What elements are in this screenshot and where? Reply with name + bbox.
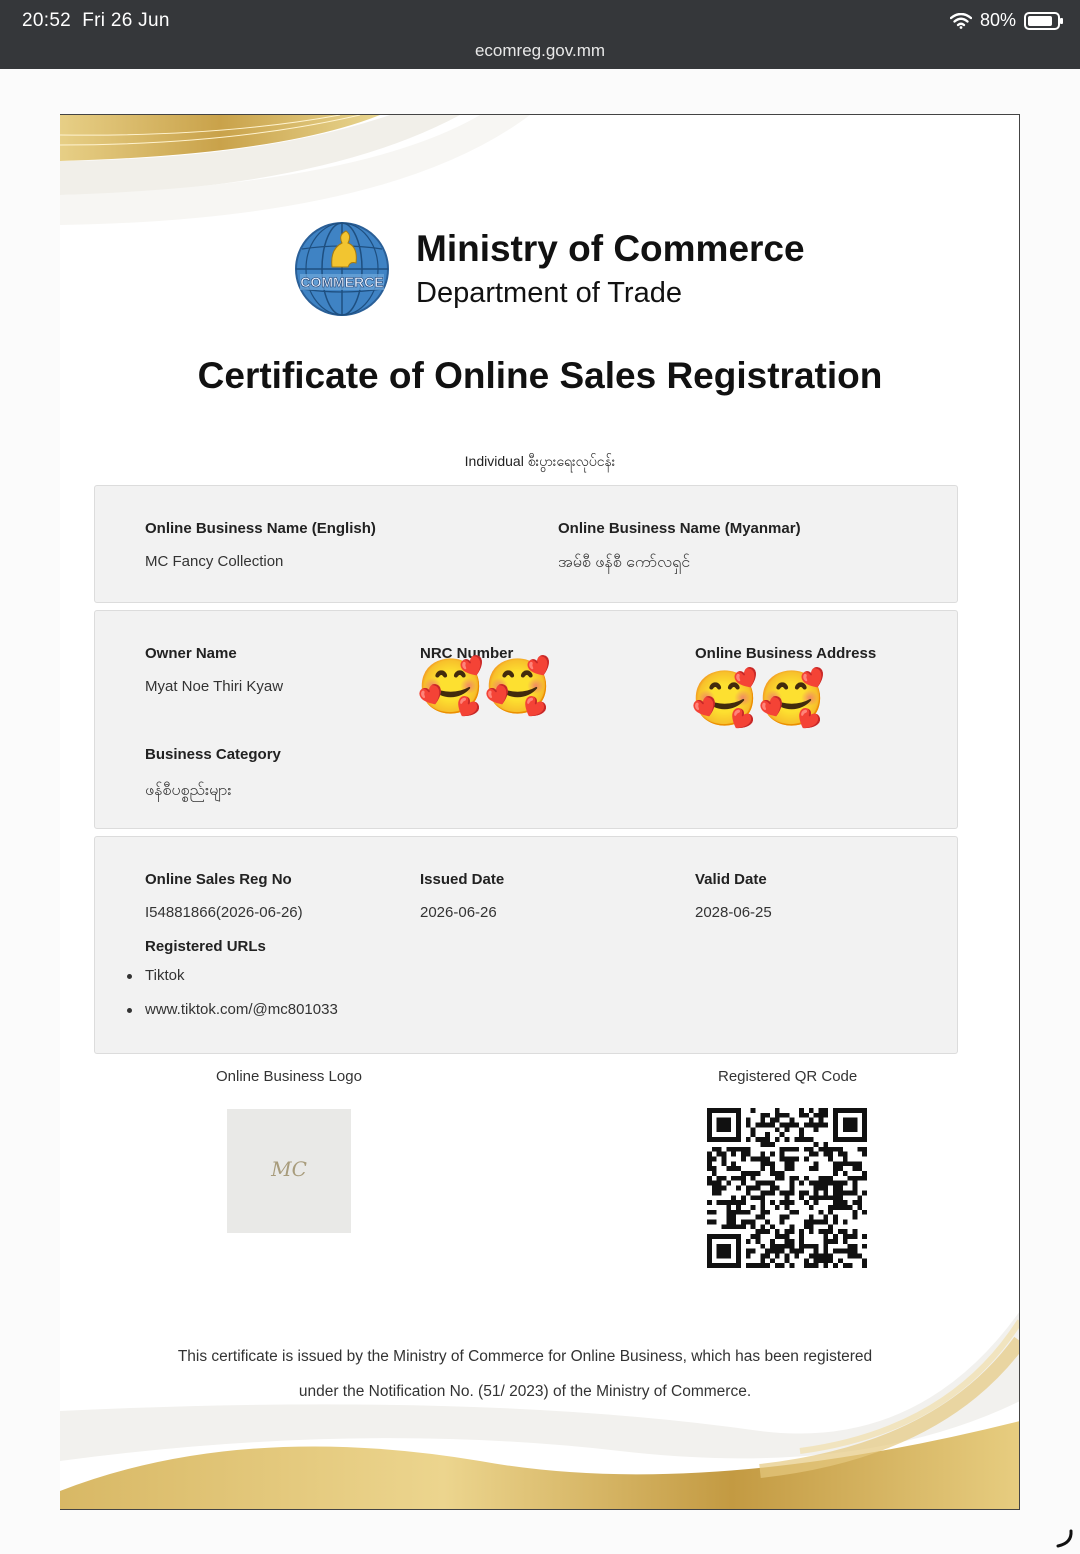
certificate [60,114,1020,1510]
business-address-label: Online Business Address [695,645,877,662]
nrc-label: NRC Number [420,645,514,662]
business-name-mm: အမ်စီ ဖန်စီ ကော်လရှင် [558,554,691,571]
loading-spinner-icon [1054,1528,1074,1548]
business-logo-image [227,1109,351,1233]
business-category: ဖန်စီပစ္စည်းများ [145,782,232,799]
battery-icon [1024,12,1060,30]
business-name-panel [94,485,958,603]
business-name-en: MC Fancy Collection [145,553,284,570]
top-gold-wave-decoration [60,115,1020,245]
business-logo-label: Online Business Logo [216,1068,362,1085]
status-time [22,10,170,32]
business-category-label: Business Category [145,746,281,763]
owner-panel [94,610,958,829]
issued-date: 2026-06-26 [420,904,497,921]
department-name: Department of Trade [416,277,682,309]
business-name-en-label: Online Business Name (English) [145,520,376,537]
business-name-mm-label: Online Business Name (Myanmar) [558,520,801,537]
issued-date-label: Issued Date [420,871,505,888]
commerce-globe-logo [294,221,390,317]
business-logo-text: MC [271,1157,307,1181]
smiling-hearts-emoji: 🥰🥰 [417,657,552,717]
bottom-gold-wave-decoration [60,1301,1020,1510]
registration-panel [94,836,958,1054]
clock: 20:52 [22,10,72,31]
url-item[interactable]: www.tiktok.com/@mc801033 [145,1001,338,1035]
wifi-icon [950,13,972,29]
logo-text: COMMERCE [300,274,384,290]
registered-urls-label: Registered URLs [145,938,266,955]
owner-name: Myat Noe Thiri Kyaw [145,678,284,695]
qr-code [707,1108,867,1268]
footer-line-1: This certificate is issued by the Ministry of Commerce for Online Business, which has been registered [177,1348,873,1365]
footer-line-2: under the Notification No. (51/ 2023) of the Ministry of Commerce. [298,1383,752,1400]
reg-no: I54881866(2026-06-26) [145,904,303,921]
battery-percent: 80% [979,10,1016,30]
valid-date-label: Valid Date [695,871,767,888]
reg-no-label: Online Sales Reg No [145,871,292,888]
date: Fri 26 Jun [82,10,170,31]
address-bar[interactable]: ecomreg.gov.mm [474,41,606,60]
certificate-title: Certificate of Online Sales Registration [197,355,883,396]
ministry-name: Ministry of Commerce [416,228,805,269]
url-item: Tiktok [145,967,338,1001]
smiling-hearts-emoji: 🥰🥰 [691,669,826,729]
qr-code-label: Registered QR Code [718,1068,858,1085]
status-bar [0,0,1080,69]
owner-name-label: Owner Name [145,645,237,662]
certificate-type: Individual စီးပွားရေးလုပ်ငန်း [464,453,616,469]
valid-date: 2028-06-25 [695,904,772,921]
status-icons [950,10,1060,31]
registered-urls-list [145,967,338,1035]
